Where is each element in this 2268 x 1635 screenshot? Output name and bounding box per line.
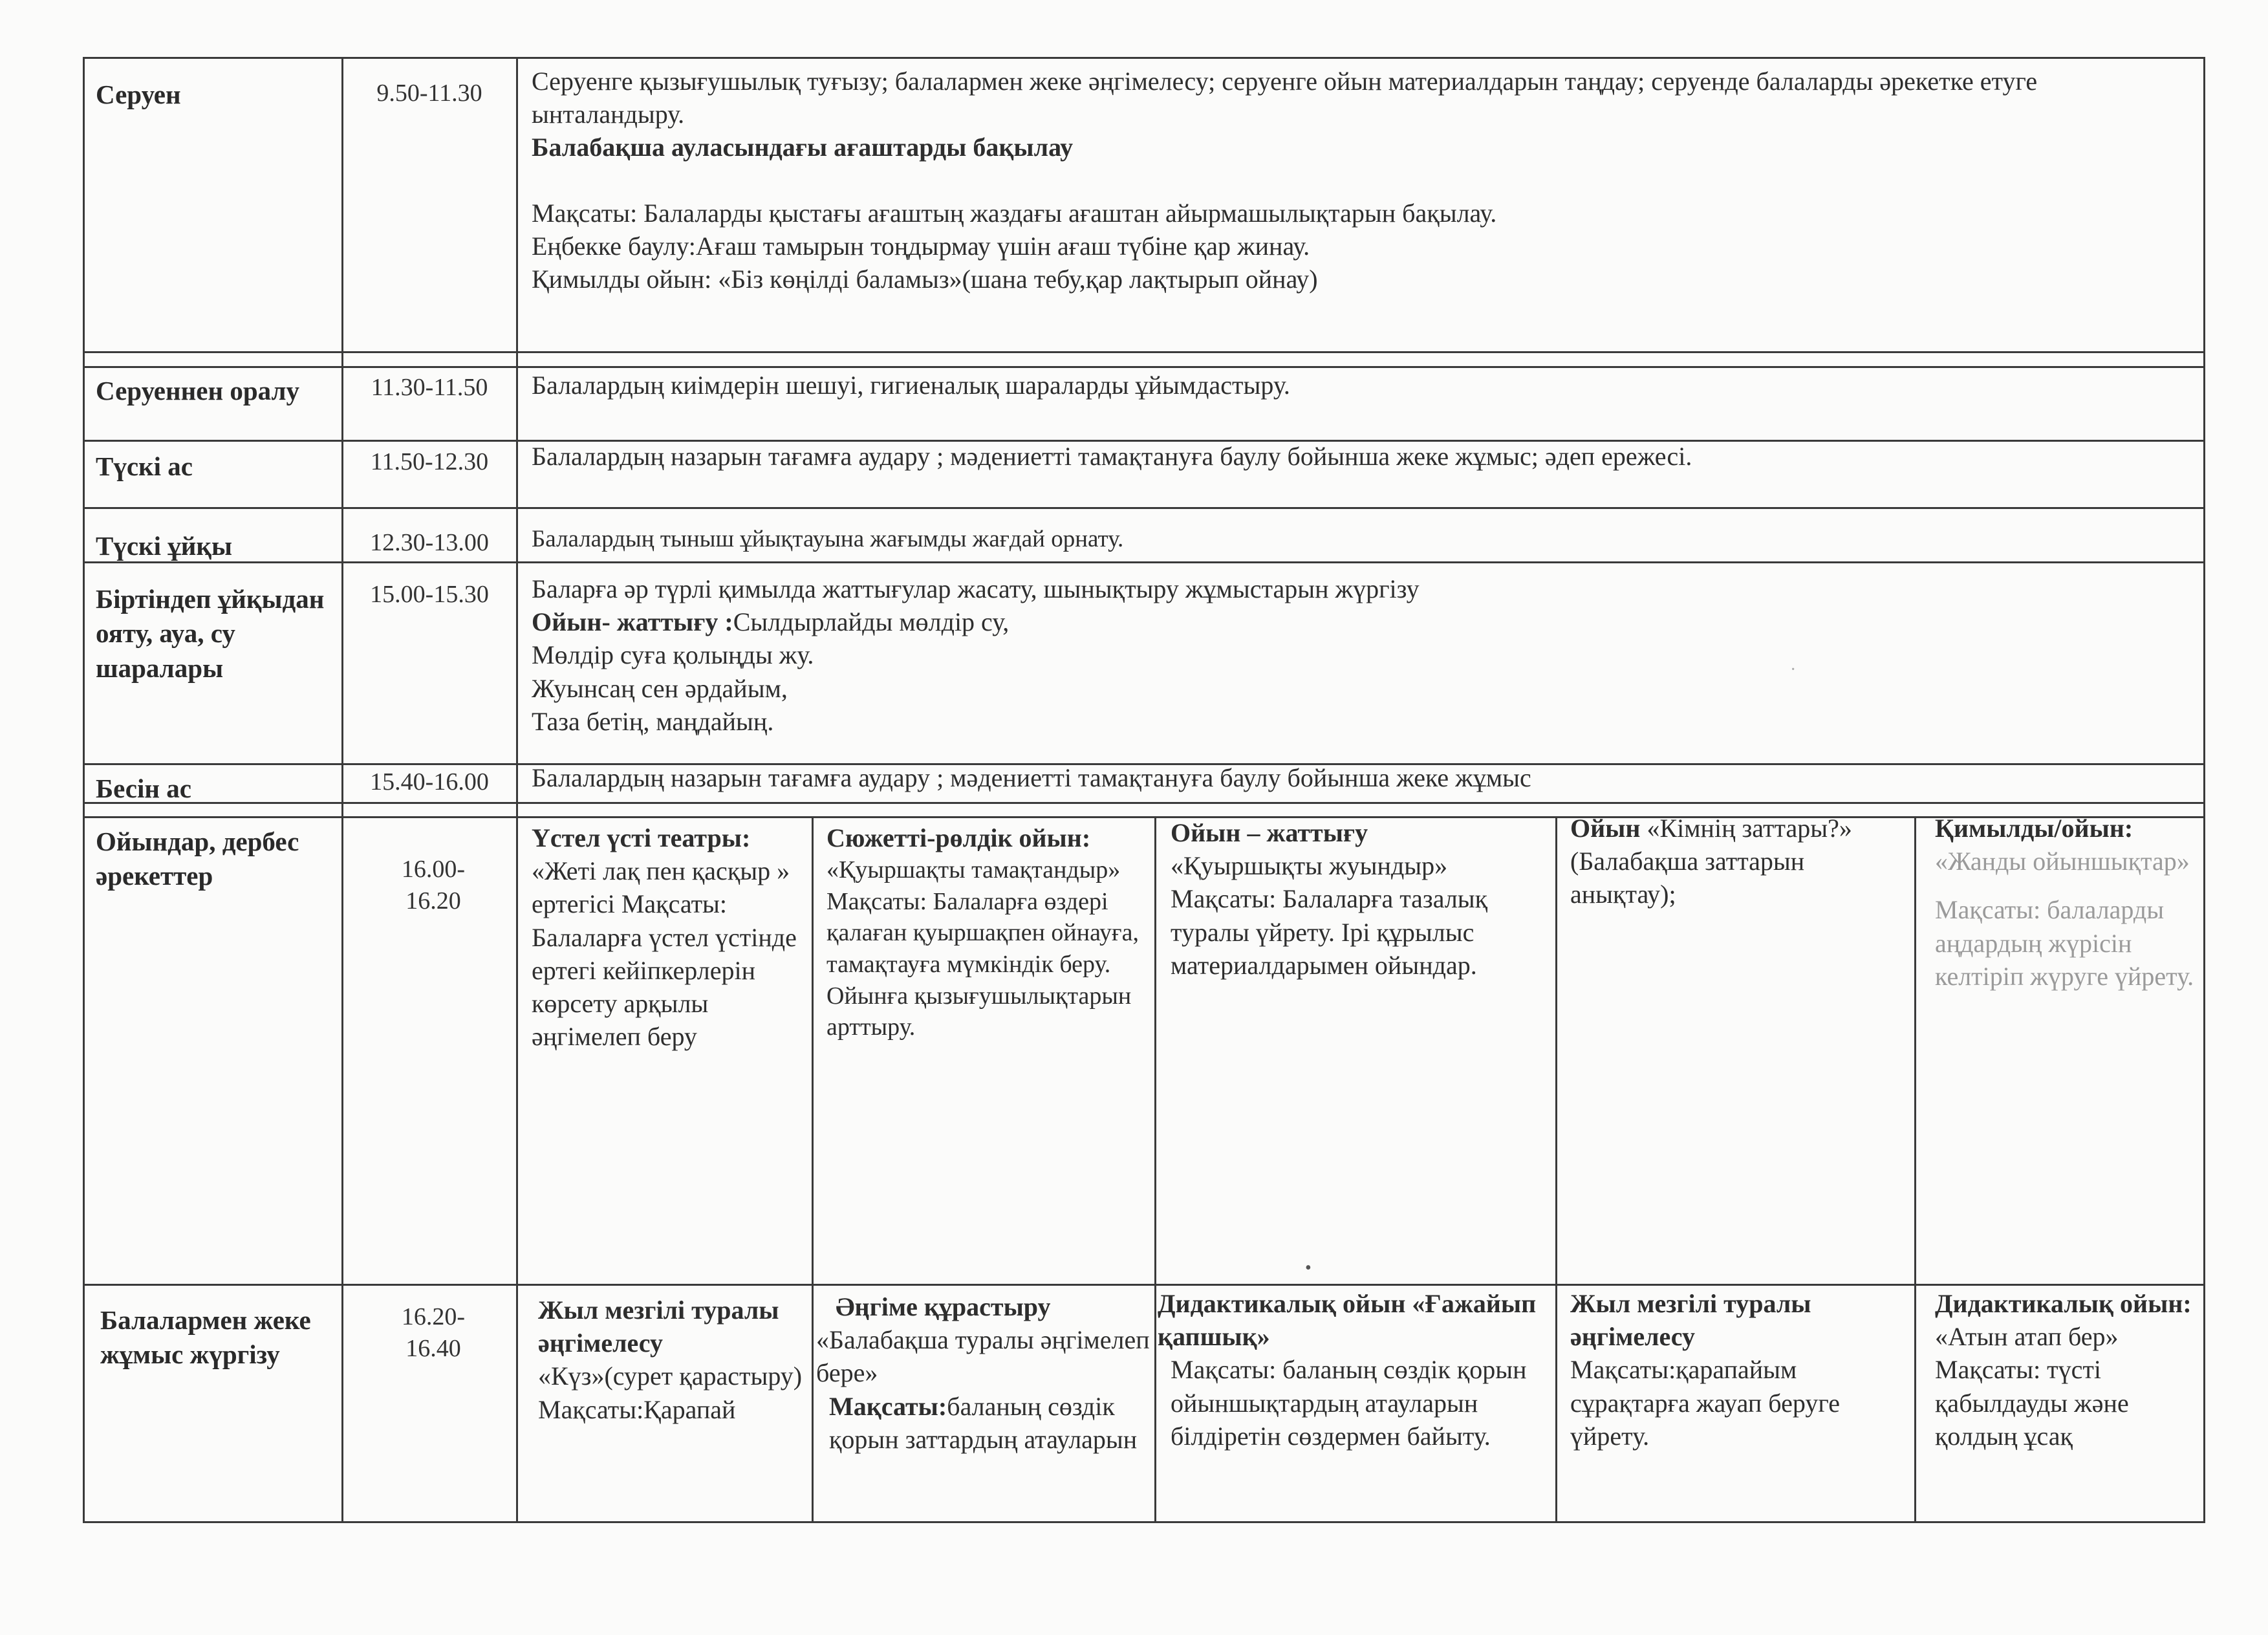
games-cell-2-body: «Қуыршақты тамақтандыр» Мақсаты: Балаларға өздері қалаған қуыршақпен ойнауға, тамақтауға мүмкіндік беру. Ойынға қызығушылықтарын арттыру. <box>826 856 1139 1041</box>
individual-cell-4-title: Жыл мезгілі туралы әңгімелесу <box>1570 1289 1811 1352</box>
wake-intro: Баларға әр түрлі қимылда жаттығулар жасату, шынықтыру жұмыстарын жүргізу <box>532 574 1420 603</box>
row-label-return: Серуеннен оралу <box>96 376 299 406</box>
seruen-intro-text: Серуенге қызығушылық туғызу; балалармен жеке әңгімелесу; серуенге ойын материалдарын таңдау; серуенде балаларды әрекетке етуге ынталандыру. <box>532 67 2038 129</box>
games-cell-4-body: «Кімнің заттары?» (Балабақша заттарын анықтау); <box>1570 814 1852 909</box>
individual-cell-1-body: «Күз»(сурет қарастыру) Мақсаты:Қарапай <box>538 1361 803 1424</box>
games-cell-5-title: Қимылды/ойын: <box>1935 814 2133 843</box>
seruen-game: Қимылды ойын: «Біз көңілді баламыз»(шана тебу,қар лақтырып ойнау) <box>532 264 1318 294</box>
column-divider <box>516 57 518 1523</box>
games-cell-3 <box>1171 816 1546 982</box>
wake-poem-line-4: Таза бетің, маңдайың. <box>532 706 774 736</box>
games-cell-1-title: Үстел үсті театры: <box>532 823 751 852</box>
games-cell-2 <box>826 821 1150 1043</box>
row-label-games: Ойындар, дербес әрекеттер <box>96 827 299 891</box>
wake-game-label: Ойын- жаттығу : <box>532 607 733 637</box>
row-divider <box>83 57 2205 59</box>
row-time-snack: 15.40-16.00 <box>370 768 489 796</box>
games-cell-5-subtitle: «Жанды ойыншықтар» <box>1935 847 2190 876</box>
games-cell-5 <box>1935 812 2200 993</box>
games-cell-1-body: «Жеті лақ пен қасқыр » ертегісі Мақсаты: Балаларға үстел үстінде ертегі кейіпкерлерін көрсету арқылы әңгімелеп беру <box>532 856 797 1052</box>
row-label-lunch: Түскі ас <box>96 451 193 481</box>
games-cell-2-title: Сюжетті-рөлдік ойын: <box>826 823 1091 852</box>
individual-cell-4-body: Мақсаты:қарапайым сұрақтарға жауап беруге үйрету. <box>1570 1355 1840 1451</box>
row-label-wake: Біртіндеп ұйқыдан ояту, ауа, су шаралары <box>96 584 325 683</box>
column-divider <box>812 816 814 1523</box>
individual-cell-3-body: Мақсаты: баланың сөздік қорын ойыншықтардың атауларын білдіретін сөздермен байыту. <box>1171 1355 1527 1451</box>
row-time-games: 16.00-16.20 <box>401 856 466 915</box>
individual-cell-4 <box>1570 1287 1906 1520</box>
row-time-seruen: 9.50-11.30 <box>376 80 482 107</box>
row-time-individual: 16.20-16.40 <box>401 1303 466 1363</box>
individual-cell-2-subtitle: «Балабақша туралы әңгімелеп бере» <box>816 1325 1150 1388</box>
games-cell-3-title: Ойын – жаттығу <box>1171 818 1368 847</box>
row-label-individual: Балалармен жеке жұмыс жүргізу <box>100 1305 311 1370</box>
seruen-goal: Мақсаты: Балаларды қыстағы ағаштың жаздағы ағаштан айырмашылықтарын бақылау. <box>532 198 1497 228</box>
row-time-nap: 12.30-13.00 <box>370 529 489 556</box>
row-content-snack: Балалардың назарын тағамға аудару ; мәдениетті тамақтануға баулу бойынша жеке жұмыс <box>532 763 1531 792</box>
row-time-return: 11.30-11.50 <box>371 374 488 401</box>
individual-cell-5-title: Дидактикалық ойын: <box>1935 1289 2192 1318</box>
column-divider <box>341 57 343 1523</box>
row-time-lunch: 11.50-12.30 <box>370 448 489 475</box>
individual-cell-2-title: Әңгіме құрастыру <box>836 1292 1051 1321</box>
wake-poem-line-1: Сылдырлайды мөлдір су, <box>733 607 1010 637</box>
row-content-lunch: Балалардың назарын тағамға аудару ; мәдениетті тамақтануға баулу бойынша жеке жұмыс; әдеп ережесі. <box>532 442 1692 471</box>
individual-cell-5 <box>1935 1287 2200 1520</box>
column-divider <box>1154 816 1156 1523</box>
row-label-nap: Түскі ұйқы <box>96 531 233 561</box>
wake-poem-line-2: Мөлдір суға қолыңды жу. <box>532 640 814 670</box>
individual-cell-1 <box>538 1294 806 1520</box>
wake-poem-line-3: Жуынсаң сен әрдайым, <box>532 673 788 703</box>
row-label-snack: Бесін ас <box>96 774 191 803</box>
seruen-heading: Балабақша ауласындағы ағаштарды бақылау <box>532 133 1074 162</box>
individual-cell-1-title: Жыл мезгілі туралы әңгімелесу <box>538 1295 779 1358</box>
row-content-wake <box>532 572 2187 738</box>
individual-cell-3-title: Дидактикалық ойын «Ғажайып қапшық» <box>1158 1289 1537 1352</box>
row-divider <box>83 507 2205 509</box>
scan-speck: · <box>1790 660 1797 680</box>
row-content-return: Балалардың киімдерін шешуі, гигиеналық шараларды ұйымдастыру. <box>532 371 1290 400</box>
row-content-nap: Балалардың тыныш ұйықтауына жағымды жағдай орнату. <box>532 526 1124 552</box>
column-divider <box>1555 816 1557 1523</box>
individual-cell-5-body: «Атын атап бер» Мақсаты: түсті қабылдауды және қолдың ұсақ <box>1935 1322 2129 1451</box>
games-cell-4 <box>1570 812 1906 911</box>
games-cell-4-title: Ойын <box>1570 814 1641 843</box>
individual-cell-2-goal-label: Мақсаты: <box>829 1391 947 1421</box>
seruen-labor: Еңбекке баулу:Ағаш тамырын тоңдырмау үшін ағаш түбіне қар жинау. <box>532 231 1310 261</box>
row-divider <box>83 561 2205 563</box>
row-content-seruen <box>532 65 2187 349</box>
individual-cell-3 <box>1158 1287 1549 1520</box>
individual-cell-2-body: баланың сөздік қорын заттардың атауларын <box>829 1391 1138 1454</box>
row-label-seruen: Серуен <box>96 80 181 109</box>
row-divider <box>83 1521 2205 1523</box>
games-cell-3-body: «Қуыршықты жуындыр» Мақсаты: Балаларға тазалық туралы үйрету. Ірі құрылыс материалдарымен ойындар. <box>1171 851 1488 980</box>
row-time-wake: 15.00-15.30 <box>370 581 489 608</box>
column-divider <box>83 57 85 1523</box>
games-cell-1 <box>532 821 806 1053</box>
row-divider <box>83 351 2205 353</box>
column-divider <box>2203 57 2205 1523</box>
row-divider <box>83 802 2205 804</box>
games-cell-5-body: Мақсаты: балаларды аңдардың жүрісін келтіріп жүруге үйрету. <box>1935 895 2194 991</box>
row-divider <box>83 366 2205 368</box>
column-divider <box>1914 816 1916 1523</box>
row-divider <box>83 1284 2205 1286</box>
scan-speck: • <box>1305 1258 1312 1278</box>
individual-cell-2 <box>816 1290 1152 1520</box>
